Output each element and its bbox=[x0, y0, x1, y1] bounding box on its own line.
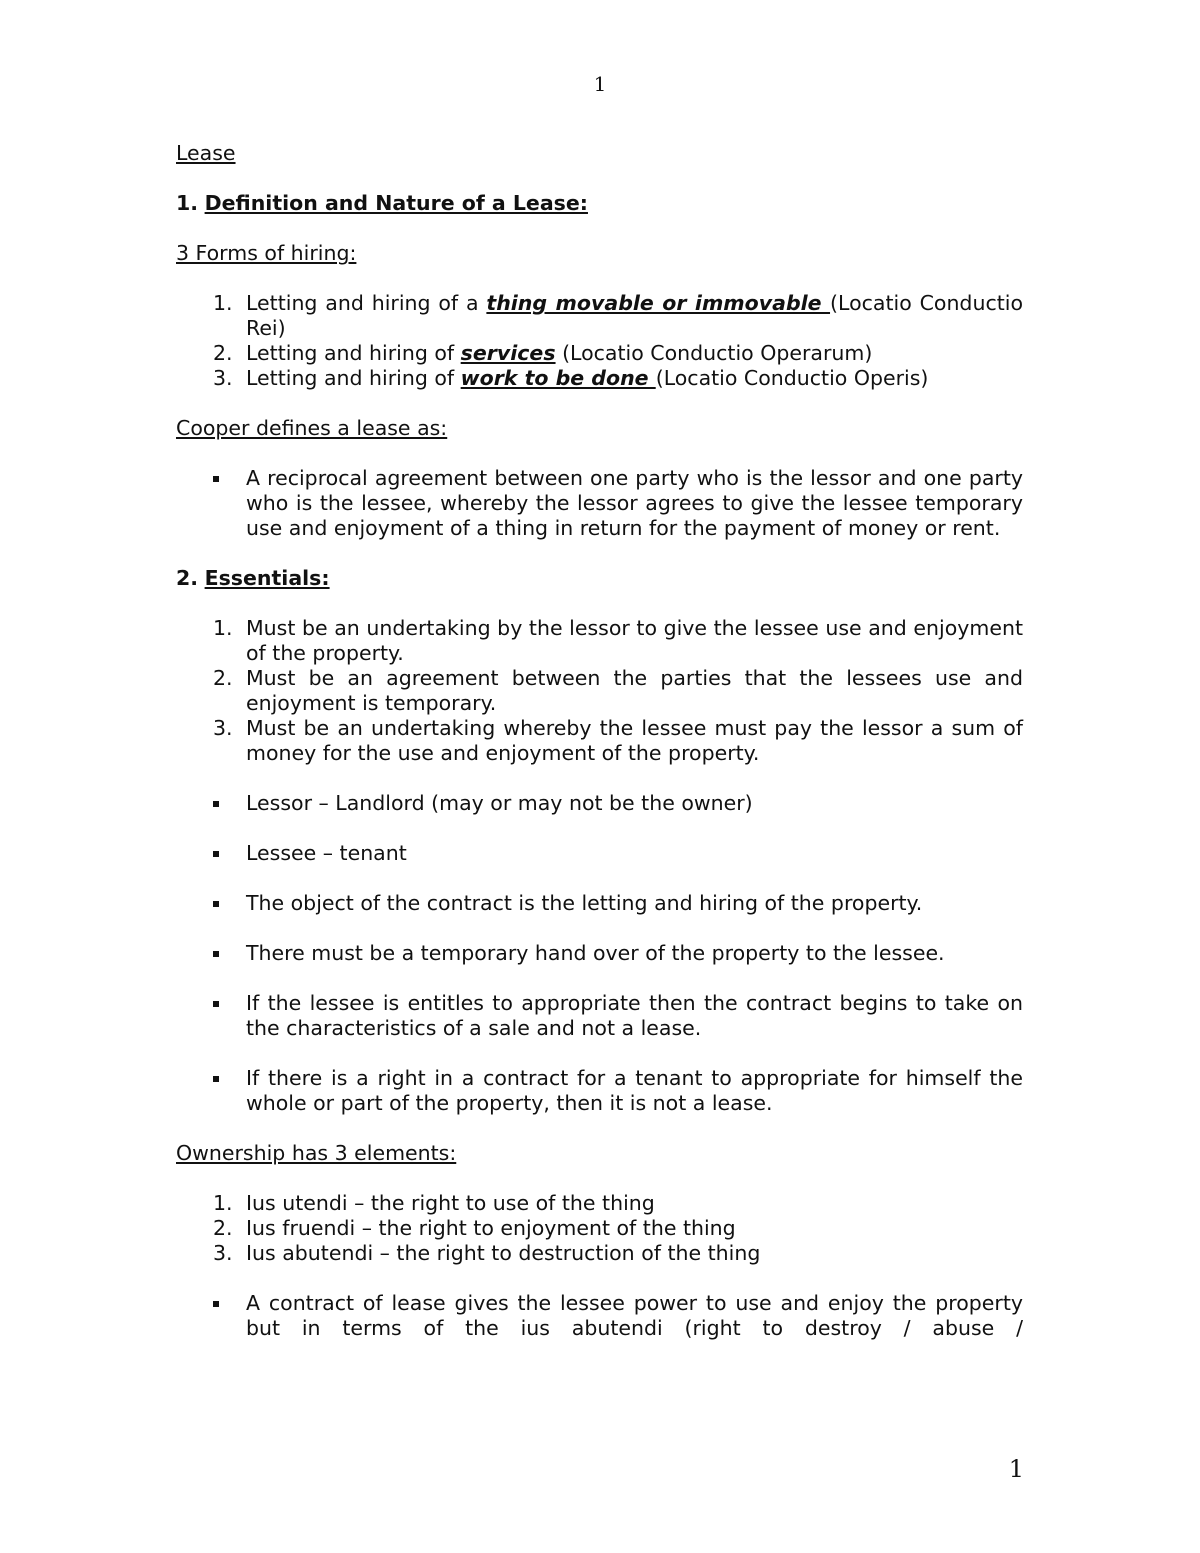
document-title: Lease bbox=[176, 141, 236, 165]
list-item: 2. Must be an agreement between the parties that the lessees use and enjoyment is temporary. bbox=[213, 666, 1023, 715]
ownership-label: Ownership has 3 elements: bbox=[176, 1141, 457, 1165]
list-item: 3. Letting and hiring of work to be done (Locatio Conductio Operis) bbox=[213, 366, 929, 390]
list-item: 1. Letting and hiring of a thing movable or immovable (Locatio Conductio Rei) bbox=[213, 291, 1023, 340]
bullet-icon bbox=[213, 901, 219, 907]
essentials-bullets bbox=[176, 841, 1023, 866]
list-item: There must be a temporary hand over of the property to the lessee. bbox=[176, 941, 1023, 966]
bullet-icon bbox=[213, 1076, 219, 1082]
list-item: 3. Must be an undertaking whereby the lessee must pay the lessor a sum of money for the use and enjoyment of the property. bbox=[213, 716, 1023, 765]
forms-label: 3 Forms of hiring: bbox=[176, 241, 357, 265]
bullet-icon bbox=[213, 801, 219, 807]
forms-list bbox=[176, 291, 1023, 391]
list-item: 1. Ius utendi – the right to use of the thing bbox=[213, 1191, 655, 1215]
essentials-bullets bbox=[176, 1066, 1023, 1116]
page-number-top: 1 bbox=[593, 72, 607, 96]
list-item: 1. Must be an undertaking by the lessor to give the lessee use and enjoyment of the property. bbox=[213, 616, 1023, 665]
bullet-icon bbox=[213, 851, 219, 857]
essentials-bullets bbox=[176, 991, 1023, 1041]
list-item: 2. Letting and hiring of services (Locatio Conductio Operarum) bbox=[213, 341, 873, 365]
list-item: A reciprocal agreement between one party who is the lessor and one party who is the lessee, whereby the lessor agrees to give the lessee temporary use and enjoyment of a thing in return for the payment of money or rent. bbox=[176, 466, 1023, 541]
bullet-icon bbox=[213, 1301, 219, 1307]
section-2-heading: 2. Essentials: bbox=[176, 566, 330, 590]
document-body bbox=[176, 141, 1023, 1341]
list-item: 3. Ius abutendi – the right to destruction of the thing bbox=[213, 1241, 761, 1265]
list-item: 2. Ius fruendi – the right to enjoyment of the thing bbox=[213, 1216, 736, 1240]
section-1-heading: 1. Definition and Nature of a Lease: bbox=[176, 191, 588, 215]
list-item: If there is a right in a contract for a tenant to appropriate for himself the whole or part of the property, then it is not a lease. bbox=[176, 1066, 1023, 1116]
list-item: The object of the contract is the letting and hiring of the property. bbox=[176, 891, 1023, 916]
essentials-bullets bbox=[176, 891, 1023, 916]
list-item: If the lessee is entitles to appropriate then the contract begins to take on the characteristics of a sale and not a lease. bbox=[176, 991, 1023, 1041]
ownership-list bbox=[176, 1191, 1023, 1266]
bullet-icon bbox=[213, 951, 219, 957]
essentials-bullets bbox=[176, 791, 1023, 816]
list-item: Lessee – tenant bbox=[176, 841, 1023, 866]
cooper-definition-list bbox=[176, 466, 1023, 541]
list-item: Lessor – Landlord (may or may not be the owner) bbox=[176, 791, 1023, 816]
bullet-icon bbox=[213, 1001, 219, 1007]
essentials-list bbox=[176, 616, 1023, 766]
essentials-bullets bbox=[176, 941, 1023, 966]
bullet-icon bbox=[213, 476, 219, 482]
page-number-bottom: 1 bbox=[1008, 1455, 1024, 1483]
cooper-label: Cooper defines a lease as: bbox=[176, 416, 448, 440]
lease-contract-bullet bbox=[176, 1291, 1023, 1341]
list-item: A contract of lease gives the lessee power to use and enjoy the property but in terms of the ius abutendi (right to destroy / abuse / bbox=[176, 1291, 1023, 1341]
